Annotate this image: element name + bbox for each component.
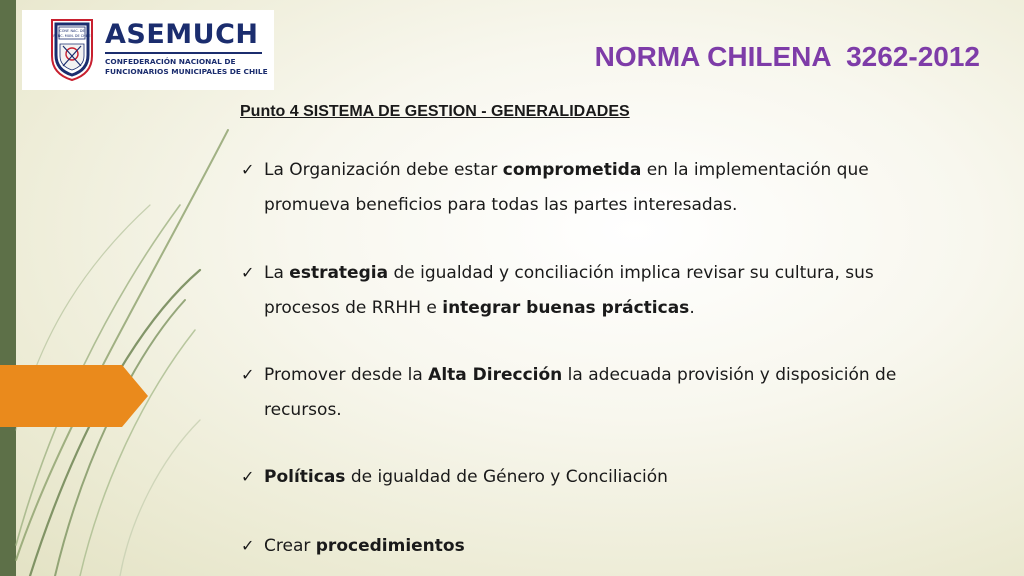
svg-text:CONF. NAC. DE: CONF. NAC. DE [59, 29, 85, 33]
logo-subtitle-line1: CONFEDERACIÓN NACIONAL DE [105, 57, 236, 66]
logo-divider [105, 52, 262, 54]
check-icon: ✓ [241, 365, 255, 384]
bullet-item: ✓ Promover desde la Alta Dirección la adecuada provisión y disposición de recursos. [241, 358, 896, 427]
svg-text:FUNC. MUN. DE CHILE: FUNC. MUN. DE CHILE [53, 34, 91, 38]
bullet-item: ✓ Crear procedimientos [241, 529, 465, 564]
bullet-item: ✓ La Organización debe estar comprometida en la implementación que promueva beneficios para todas las partes interesadas. [241, 153, 869, 222]
slide-title: NORMA CHILENA 3262-2012 [594, 41, 980, 72]
check-icon: ✓ [241, 467, 255, 486]
logo-name: ASEMUCH [105, 19, 259, 50]
logo-subtitle-line2: FUNCIONARIOS MUNICIPALES DE CHILE [105, 67, 268, 76]
check-icon: ✓ [241, 160, 255, 179]
check-icon: ✓ [241, 263, 255, 282]
bullet-item: ✓ Políticas de igualdad de Género y Conciliación [241, 460, 668, 495]
section-subtitle: Punto 4 SISTEMA DE GESTION - GENERALIDADES [240, 103, 630, 120]
check-icon: ✓ [241, 536, 255, 555]
asemuch-logo [22, 10, 274, 90]
bullet-item: ✓ La estrategia de igualdad y conciliación implica revisar su cultura, sus procesos de RRHH e integrar buenas prácticas. [241, 256, 874, 325]
asemuch-seal-icon [46, 16, 98, 82]
orange-tab-arrow [0, 365, 148, 427]
